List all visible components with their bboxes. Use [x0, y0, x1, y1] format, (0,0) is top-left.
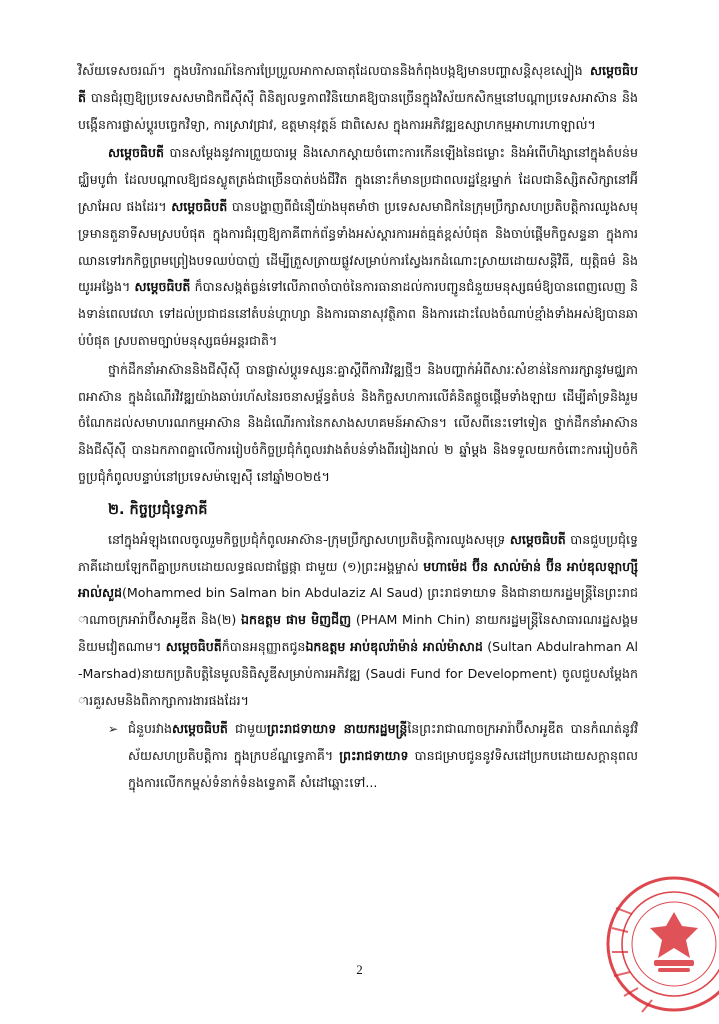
page-content — [78, 58, 638, 799]
text-run: បានជួបប្រជុំទ្វេភាគីដោយឡែកពីគ្នាប្រកបដោយលទ្ធផលជាផ្លែផ្កា ជាមួយ (១)ព្រះអង្គម្ចាស់ — [78, 531, 638, 574]
text-run: ថ្នាក់ដឹកនាំអាស៊ាននិងជីស៊ីស៊ី បានផ្លាស់ប្តូរទស្សនៈគ្នាស្តីពីការវិវឌ្ឍថ្មីៗ និងបញ្ហាក់អំពីសារៈសំខាន់នៃការរក្សានូវមជ្ឈភាពអាស៊ាន ក្នុងដំណើរវិវឌ្ឍយ៉ាងឆាប់រហ័សនៃរចនាសម្ព័ន្ធតំបន់ និងកិច្ចសហការលើគំនិតផ្តួចផ្តើមទាំងឡាយ ដើម្បីគាំទ្រនិងរួមចំណែកដល់សមាហរណកម្មអាស៊ាន និងដំណើរការនៃកសាងសហគមន៍អាស៊ាន។ លើសពីនេះទៅទៀត ថ្នាក់ដឹកនាំអាស៊ាន និងជីស៊ីស៊ី បានឯកភាពគ្នាលើការរៀបចំកិច្ចប្រជុំកំពូលរវាងតំបន់ទាំងពីររៀងរាល់ ២ ឆ្នាំម្តង និងទទួលយកចំពោះការរៀបចំកិច្ចប្រជុំកំពូលបន្ទាប់នៅប្រទេសម៉ាឡេស៊ី នៅឆ្នាំ២០២៥។ — [78, 361, 638, 484]
paragraph — [78, 58, 638, 138]
text-run: វិស័យទេសចរណ៍។ ក្នុងបរិការណ៍នៃការប្រែប្រួលអាកាសធាតុដែលបាននិងកំពុងបង្កឱ្យមានបញ្ហាសន្តិសុខស្បៀង — [78, 63, 591, 78]
bold-text-run: ព្រះរាជទាយាទ — [339, 748, 409, 764]
text-run: បានជំរុញឱ្យប្រទេសសមាជិកជីស៊ីស៊ី ពិនិត្យលទ្ធភាពវិនិយោគឱ្យបានច្រើនក្នុងវិស័យកសិកម្មនៅបណ្តាប្រទេសអាស៊ាន និងបង្កើនការផ្លាស់ប្តូរបច្ចេកវិទ្យា, ការស្រាវជ្រាវ, ឧត្តមានុវត្តន៍ ជាពិសេស ក្នុងការអភិវឌ្ឍឧស្សាហកម្មអាហារហាឡាល់។ — [78, 89, 638, 132]
text-run: បានបង្ហាញពីជំនឿយ៉ាងមុតមាំថា ប្រទេសសមាជិកនៃក្រុមប្រឹក្សាសហប្រតិបត្តិការឈូងសមុទ្រមានតួនាទីសមស្របបំផុត ក្នុងការជំរុញឱ្យភាគីពាក់ព័ន្ធទាំងអស់ស្តារការអត់ធ្មត់ខ្ពស់បំផុត និងចាប់ផ្តើមកិច្ចសន្ទនា ក្នុងការឈានទៅរកកិច្ចព្រមព្រៀងបទឈប់បាញ់ ដើម្បីត្រួសត្រាយផ្លូវសម្រាប់ការស្វែងរកដំណោះស្រាយដោយសន្តិវិធី, យុត្តិធម៌ និងយូរអង្វែង។ — [78, 198, 638, 295]
text-run: (Sultan Abdulrahman Al-Marshad)នាយកប្រតិបត្តិនៃមូលនិធិសូឌីសម្រាប់ការអភិវឌ្ឍ (Saudi Fund for Development) ចូលជួបសម្តែងការគួរសមនិងពិភាក្សាការងារផងដែរ។ — [78, 638, 639, 708]
text-run: នៃព្រះរាជាណាចក្រអារ៉ាប៊ីសាអូឌីត បានកំណត់នូវវិស័យសហប្រតិបត្តិការ ក្នុងក្របខ័ណ្ឌទ្វេភាគី។ — [128, 721, 638, 764]
bullet-item — [108, 716, 638, 798]
bullet-text — [128, 716, 638, 796]
bold-text-run: សម្តេចធិបតី — [78, 63, 638, 105]
paragraph — [78, 140, 638, 354]
text-run: ជំនួបរវាង — [128, 721, 172, 737]
arrow-bullet-icon: ➢ — [108, 722, 119, 737]
text-run: នៅក្នុងអំឡុងពេលចូលរួមកិច្ចប្រជុំកំពូលអាស៊ាន-ក្រុមប្រឹក្សាសហប្រតិបត្តិការឈូងសមុទ្រ — [108, 531, 510, 547]
bold-text-run: សម្តេចធិបតី — [509, 531, 566, 547]
bold-text-run: ឯកឧត្តម ផាម មិញជីញ — [240, 612, 352, 628]
page-number: 2 — [356, 962, 363, 977]
text-run: ជាមួយ — [227, 721, 267, 737]
text-run: (Mohammed bin Salman bin Abdulaziz Al Saud) ព្រះរាជទាយាទ និងជានាយករដ្ឋមន្ត្រីនៃព្រះរាជាណាចក្រអារ៉ាប៊ីសាអូឌីត និង(២) — [78, 585, 638, 628]
bold-text-run: សម្តេចធិបតី — [134, 279, 191, 295]
text-run: (PHAM Minh Chin) នាយករដ្ឋមន្ត្រីនៃសាធារណរដ្ឋសង្គមនិយមវៀតណាម។ — [78, 612, 638, 654]
royal-seal-stamp-icon — [602, 848, 719, 1024]
bold-text-run: ឯកឧត្តម អាប់ឌុលរ៉ាម៉ាន់ អាល់ម៉ាសាដ — [305, 638, 483, 654]
text-run: បានសម្តែងនូវការព្រួយបារម្ភ និងសោកស្តាយចំពោះការកើនឡើងនៃជម្លោះ និងអំពើហិង្សានៅក្នុងតំបន់មជ្ឈិមបូព៌ា ដែលបណ្តាលឱ្យជនស្លូតត្រង់ជាច្រើនបាត់បង់ជីវិត ក្នុងនោះក៏មានប្រជាពលរដ្ឋខ្មែរម្នាក់ ដែលជានិស្សិតសិក្សានៅអ៊ីស្រាអែល ផងដែរ។ — [78, 145, 638, 214]
bold-text-run: សម្តេចធិបតី — [171, 721, 228, 737]
bold-text-run: សម្តេចធិបតី — [165, 638, 222, 654]
bold-text-run: ព្រះរាជទាយាទ នាយករដ្ឋមន្ត្រី — [266, 721, 408, 737]
paragraph — [78, 527, 638, 715]
section-heading: ២. កិច្ចប្រជុំទ្វេភាគី — [108, 501, 208, 518]
bold-text-run: សម្តេចធិបតី — [171, 198, 228, 214]
text-run: ក៏បានសង្កត់ធ្ងន់ទៅលើភាពចាំបាច់នៃការធានាដល់ការបញ្ជូនជំនួយមនុស្សធម៌ឱ្យបានពេញលេញ និងទាន់ពេលវេលា ទៅដល់ប្រជាជននៅតំបន់ហ្គាហ្សា និងការធានាសុវត្ថិភាព និងការដោះលែងចំណាប់ខ្មាំងទាំងអស់ឱ្យបានឆាប់បំផុត ស្របតាមច្បាប់មនុស្សធម៌អន្តរជាតិ។ — [78, 279, 638, 348]
text-run: ក៏បានអនុញ្ញាតជូន — [221, 638, 306, 654]
bold-text-run: មហាម៉េដ ប៊ីន សាល់ម៉ាន់ ប៊ីន អាប់ឌុលឡាហ្ស៊ី អាល់សួដ — [78, 558, 638, 601]
paragraph — [78, 357, 638, 491]
bold-text-run: សម្តេចធិបតី — [108, 145, 164, 161]
text-run: បានជម្រាបជូននូវទិសដៅប្រកបដោយសក្តានុពលក្នុងការលើកកម្ពស់ទំនាក់ទំនងទ្វេភាគី សំដៅឆ្ពោះទៅ... — [128, 748, 638, 790]
